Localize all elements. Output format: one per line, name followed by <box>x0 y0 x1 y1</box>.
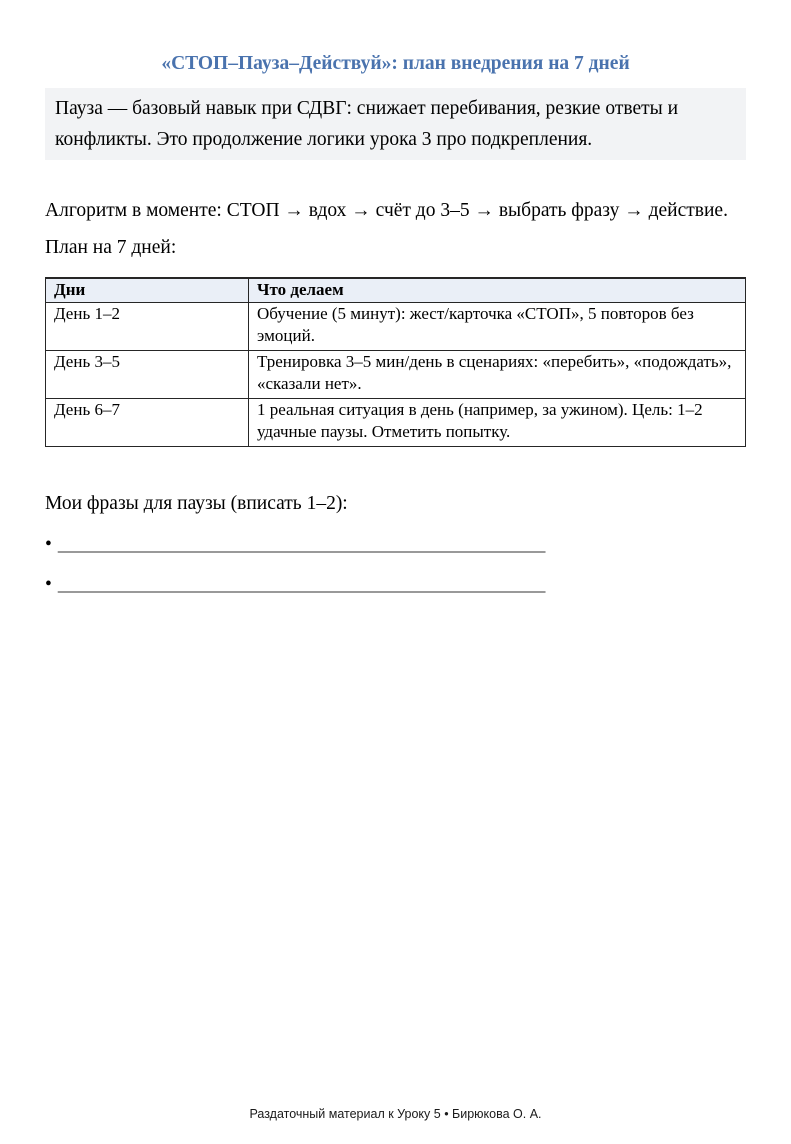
phrase-blank-row <box>45 568 746 601</box>
bullet-marker: • <box>45 533 52 555</box>
days-column-header: Дни <box>46 278 249 302</box>
table-row <box>46 398 746 446</box>
days-cell: День 6–7 <box>46 398 249 446</box>
days-cell: День 3–5 <box>46 350 249 398</box>
phrases-label: Мои фразы для паузы (вписать 1–2): <box>45 492 348 514</box>
intro-callout-text: Пауза — базовый навык при СДВГ: снижает перебивания, резкие ответы и конфликты. Это продолжение логики урока 3 про подкрепления. <box>55 98 679 150</box>
seven-day-plan-table <box>45 277 746 447</box>
action-cell: Обучение (5 минут): жест/карточка «СТОП», 5 повторов без эмоций. <box>249 302 746 350</box>
bullet-marker: • <box>45 573 52 595</box>
table-row <box>46 350 746 398</box>
table-row <box>46 302 746 350</box>
phrase-blank-row <box>45 528 746 561</box>
action-column-header: Что делаем <box>249 278 746 302</box>
plan-label: План на 7 дней: <box>45 237 177 258</box>
action-cell: Тренировка 3–5 мин/день в сценариях: «перебить», «подождать», «сказали нет». <box>249 350 746 398</box>
algorithm-paragraph: Алгоритм в моменте: СТОП → вдох → счёт до 3–5 → выбрать фразу → действие. <box>45 200 728 221</box>
page-footer: Раздаточный материал к Уроку 5 • Бирюкова О. А. <box>249 1107 542 1121</box>
table-header-row <box>46 278 746 302</box>
fill-in-line: __________________________________________________ <box>57 573 546 595</box>
intro-callout-box <box>45 88 746 160</box>
page-title: «СТОП–Пауза–Действуй»: план внедрения на 7 дней <box>161 53 630 74</box>
action-cell: 1 реальная ситуация в день (например, за ужином). Цель: 1–2 удачные паузы. Отметить попытку. <box>249 398 746 446</box>
days-cell: День 1–2 <box>46 302 249 350</box>
fill-in-line: __________________________________________________ <box>57 533 546 555</box>
